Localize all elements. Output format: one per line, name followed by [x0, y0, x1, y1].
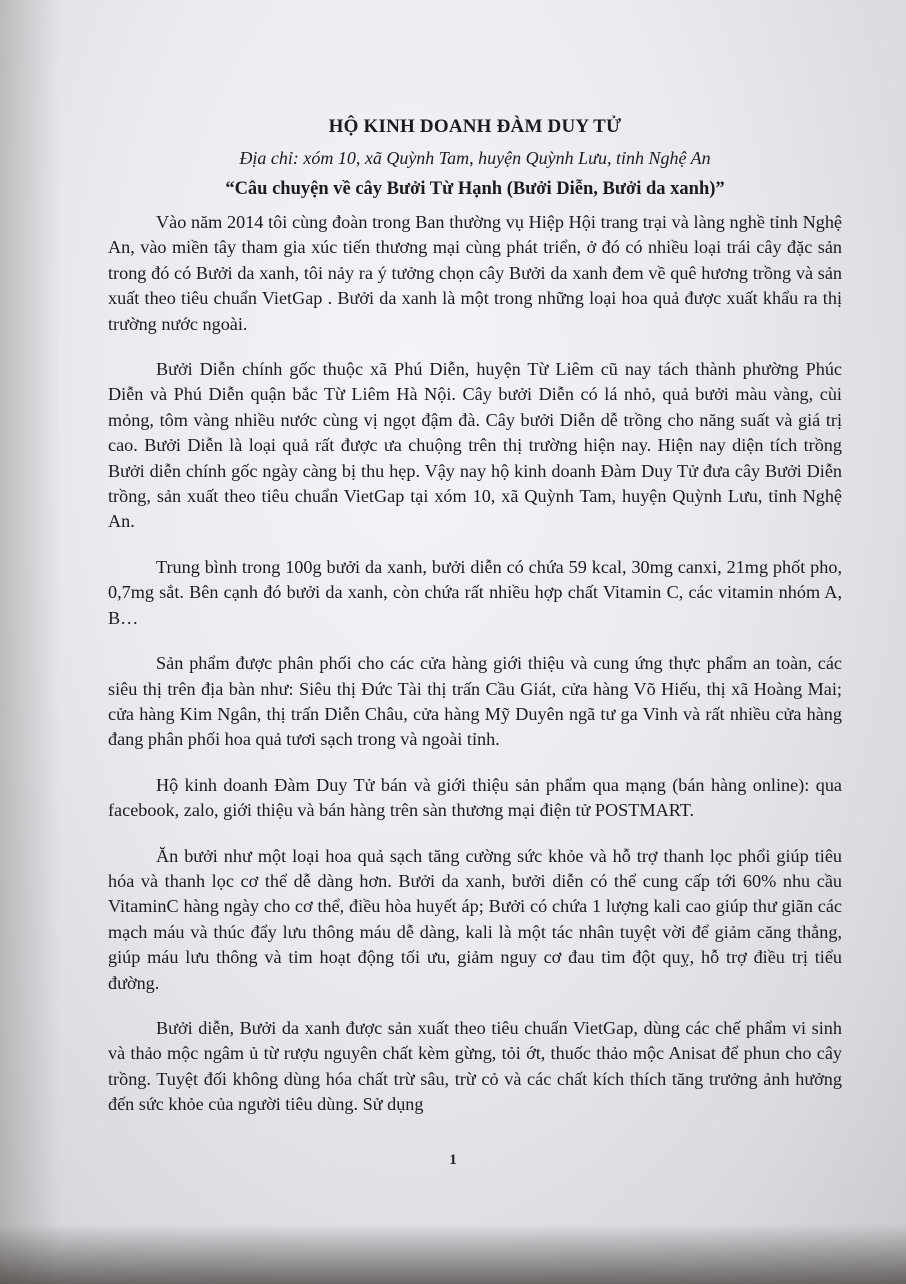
paragraph-4: Sản phẩm được phân phối cho các cửa hàng giới thiệu và cung ứng thực phẩm an toàn, các siêu thị trên địa bàn như: Siêu thị Đức Tài thị trấn Cầu Giát, cửa hàng Võ Hiếu, thị xã Hoàng Mai; cửa hàng Kim Ngân, thị trấn Diễn Châu, cửa hàng Mỹ Duyên ngã tư ga Vinh và rất nhiều cửa hàng đang phân phối hoa quả tươi sạch trong và ngoài tỉnh.: [108, 653, 842, 750]
document-address: Địa chỉ: xóm 10, xã Quỳnh Tam, huyện Quỳnh Lưu, tỉnh Nghệ An: [239, 148, 711, 168]
document-subtitle: “Câu chuyện về cây Bưởi Từ Hạnh (Bưởi Diễn, Bưởi da xanh)”: [225, 179, 725, 199]
paper-shadow-bottom: [0, 1224, 906, 1284]
paragraph-7: Bưởi diễn, Bưởi da xanh được sản xuất theo tiêu chuẩn VietGap, dùng các chế phẩm vi sinh và thảo mộc ngâm ủ từ rượu nguyên chất kèm gừng, tỏi ớt, thuốc thảo mộc Anisat để phun cho cây trồng. Tuyệt đối không dùng hóa chất trừ sâu, trừ cỏ và các chất kích thích tăng trưởng ảnh hưởng đến sức khỏe của người tiêu dùng. Sử dụng: [108, 1017, 842, 1115]
paragraph-3: Trung bình trong 100g bưởi da xanh, bưởi diễn có chứa 59 kcal, 30mg canxi, 21mg phốt pho, 0,7mg sắt. Bên cạnh đó bưởi da xanh, còn chứa rất nhiều hợp chất Vitamin C, các vitamin nhóm A, B…: [108, 556, 842, 628]
document-content: [108, 110, 842, 1138]
paragraph-1: Vào năm 2014 tôi cùng đoàn trong Ban thường vụ Hiệp Hội trang trại và làng nghề tỉnh Nghệ An, vào miền tây tham gia xúc tiến thương mại cùng phát triển, ở đó có nhiều loại trái cây đặc sản trong đó có Bưởi da xanh, tôi nảy ra ý tưởng chọn cây Bưởi da xanh đem về quê hương trồng và sản xuất theo tiêu chuẩn VietGap . Bưởi da xanh là một trong những loại hoa quả được xuất khẩu ra thị trường nước ngoài.: [108, 212, 842, 334]
paragraph-5: Hộ kinh doanh Đàm Duy Tử bán và giới thiệu sản phẩm qua mạng (bán hàng online): qua facebook, zalo, giới thiệu và bán hàng trên sàn thương mại điện tử POSTMART.: [108, 774, 842, 821]
paper-shadow-left: [0, 0, 60, 1284]
page-number: 1: [449, 1152, 457, 1168]
paragraph-6: Ăn bưởi như một loại hoa quả sạch tăng cường sức khỏe và hỗ trợ thanh lọc phổi giúp tiêu hóa và thanh lọc cơ thể dễ dàng hơn. Bưởi da xanh, bưởi diễn có thể cung cấp tới 60% nhu cầu VitaminC hàng ngày cho cơ thể, điều hòa huyết áp; Bưởi có chứa 1 lượng kali cao giúp thư giãn các mạch máu và thúc đẩy lưu thông máu dễ dàng, kali là một tác nhân tuyệt vời để giảm căng thẳng, giúp máu lưu thông và tim hoạt động tối ưu, giảm nguy cơ đau tim đột quỵ, hỗ trợ điều trị tiểu đường.: [108, 845, 842, 993]
paragraph-2: Bưởi Diễn chính gốc thuộc xã Phú Diễn, huyện Từ Liêm cũ nay tách thành phường Phúc Diễn và Phú Diễn quận bắc Từ Liêm Hà Nội. Cây bưởi Diễn có lá nhỏ, quả bưởi màu vàng, cùi mỏng, tôm vàng nhiều nước cùng vị ngọt đậm đà. Cây bưởi Diễn dễ trồng cho năng suất và giá trị cao. Bưởi Diễn là loại quả rất được ưa chuộng trên thị trường hiện nay. Hiện nay diện tích trồng Bưởi diễn chính gốc ngày càng bị thu hẹp. Vậy nay hộ kinh doanh Đàm Duy Tử đưa cây Bưởi Diễn trồng, sản xuất theo tiêu chuẩn VietGap tại xóm 10, xã Quỳnh Tam, huyện Quỳnh Lưu, tỉnh Nghệ An.: [108, 359, 842, 532]
document-title: HỘ KINH DOANH ĐÀM DUY TỬ: [328, 116, 622, 137]
